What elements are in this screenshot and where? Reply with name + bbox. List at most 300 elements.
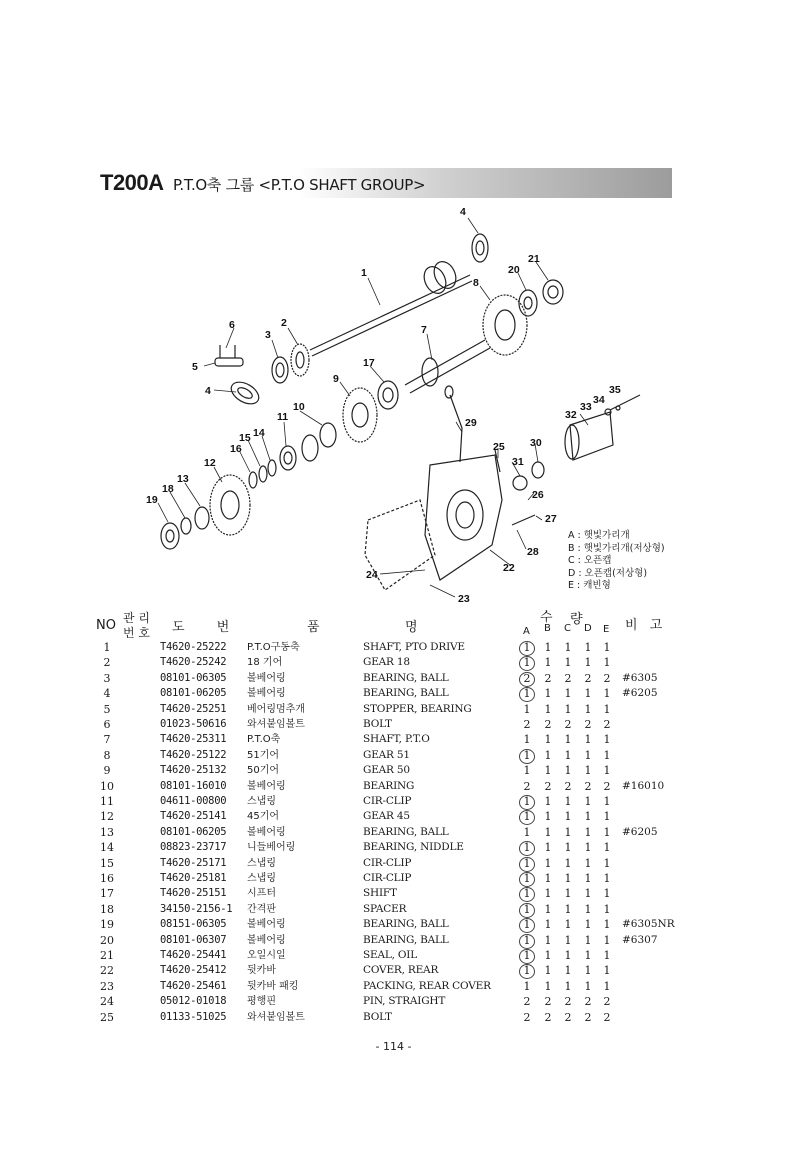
row-english-name: GEAR 18: [363, 656, 410, 669]
callout-4: 4: [460, 206, 466, 218]
row-qty-e: 1: [603, 795, 611, 808]
hand-circle-mark: [519, 964, 535, 979]
row-part-number: 08101-06305: [160, 671, 227, 684]
row-part-number: T4620-25132: [160, 764, 227, 777]
legend-item-e: E : 캐빈형: [568, 580, 611, 592]
table-row: [0, 917, 787, 933]
row-qty-a: 2: [523, 671, 531, 685]
row-qty-e: 1: [603, 656, 611, 670]
row-no: 16: [100, 872, 114, 885]
row-korean-name: 오일시일: [247, 950, 286, 961]
callout-12: 12: [204, 457, 216, 469]
callout-33: 33: [580, 401, 592, 413]
row-qty-d: 1: [584, 856, 592, 870]
table-row: [0, 994, 787, 1010]
table-row: [0, 825, 787, 841]
row-qty-c: 1: [564, 795, 572, 808]
row-no: 7: [103, 733, 111, 747]
row-english-name: BEARING, BALL: [363, 671, 449, 684]
header-name-b: 명: [405, 620, 418, 635]
row-no: 4: [103, 687, 111, 701]
hand-circle-mark: [519, 687, 535, 702]
row-qty-d: 1: [584, 825, 592, 839]
row-qty-c: 2: [564, 1010, 572, 1024]
row-qty-b: 2: [544, 671, 552, 685]
row-qty-c: 1: [564, 918, 572, 932]
row-qty-d: 1: [584, 979, 592, 993]
header-col-b: B: [544, 623, 551, 634]
callout-18: 18: [162, 483, 174, 495]
row-qty-b: 2: [544, 995, 552, 1009]
row-no: 21: [100, 949, 114, 962]
row-qty-d: 1: [584, 810, 592, 824]
callout-10: 10: [293, 401, 305, 413]
row-qty-b: 1: [544, 964, 552, 978]
row-qty-b: 1: [544, 810, 552, 824]
row-part-number: T4620-25141: [160, 810, 227, 823]
row-korean-name: 평행핀: [247, 996, 276, 1008]
row-no: 5: [103, 702, 111, 716]
hand-circle-mark: [519, 918, 535, 933]
callout-4b: 4: [205, 385, 211, 397]
legend-item-d: D : 오픈캡(저상형): [568, 567, 648, 579]
row-qty-b: 1: [544, 856, 552, 870]
row-part-number: 08151-06305: [160, 918, 227, 931]
table-row: [0, 1010, 787, 1026]
row-qty-c: 1: [564, 656, 572, 670]
header-col-c: C: [564, 623, 571, 634]
row-korean-name: 18 기어: [247, 657, 283, 669]
row-korean-name: 볼베어링: [247, 688, 286, 700]
header-qty-b: 량: [570, 612, 583, 627]
row-english-name: CIR-CLIP: [363, 795, 412, 807]
row-qty-e: 1: [603, 856, 611, 870]
callout-26: 26: [532, 489, 544, 501]
callout-29: 29: [465, 417, 477, 429]
row-qty-b: 1: [544, 702, 552, 716]
row-qty-b: 1: [544, 687, 552, 701]
callout-16: 16: [230, 443, 242, 455]
row-english-name: BOLT: [363, 718, 392, 730]
row-qty-a: 1: [523, 702, 531, 716]
row-qty-e: 2: [603, 995, 611, 1009]
callout-15: 15: [239, 432, 251, 444]
header-remarks: 비 고: [625, 618, 667, 633]
row-qty-a: 2: [523, 995, 531, 1009]
row-part-number: 01133-51025: [160, 1010, 227, 1023]
row-qty-c: 1: [564, 856, 572, 870]
row-korean-name: 볼베어링: [247, 826, 286, 838]
row-qty-e: 1: [603, 918, 611, 932]
table-row: [0, 963, 787, 979]
row-english-name: BOLT: [363, 1010, 392, 1023]
hand-circle-mark: [519, 903, 535, 918]
row-qty-b: 1: [544, 825, 552, 839]
row-part-number: T4620-25311: [160, 733, 227, 746]
callout-20: 20: [508, 264, 520, 276]
row-korean-name: 볼베어링: [247, 934, 286, 946]
row-qty-a: 2: [523, 1010, 531, 1024]
row-qty-b: 1: [544, 733, 552, 747]
table-row: [0, 671, 787, 687]
row-qty-c: 1: [564, 872, 572, 885]
row-qty-c: 1: [564, 748, 572, 762]
row-korean-name: 스냅링: [247, 796, 276, 807]
row-no: 3: [103, 671, 111, 685]
row-qty-e: 1: [603, 733, 611, 747]
hand-circle-mark: [519, 934, 535, 949]
row-korean-name: 45기어: [247, 811, 280, 823]
row-qty-b: 1: [544, 795, 552, 808]
row-part-number: 08823-23717: [160, 841, 227, 854]
row-remarks: #16010: [622, 779, 665, 792]
row-qty-e: 1: [603, 764, 611, 778]
row-qty-e: 1: [603, 964, 611, 978]
table-row: [0, 809, 787, 825]
row-korean-name: 시프터: [247, 888, 276, 900]
table-row: [0, 979, 787, 995]
row-qty-d: 2: [584, 718, 592, 731]
row-qty-e: 1: [603, 641, 611, 654]
row-part-number: T4620-25461: [160, 979, 227, 992]
row-qty-d: 1: [584, 641, 592, 654]
table-row: [0, 732, 787, 748]
row-no: 12: [100, 810, 114, 824]
row-qty-d: 1: [584, 795, 592, 808]
callout-6: 6: [229, 319, 235, 331]
row-qty-c: 1: [564, 887, 572, 901]
row-qty-a: 1: [523, 825, 531, 839]
row-remarks: #6307: [622, 933, 658, 946]
row-korean-name: 볼베어링: [247, 919, 286, 931]
callout-17: 17: [363, 357, 375, 369]
row-qty-c: 1: [564, 810, 572, 824]
row-part-number: 08101-06205: [160, 825, 227, 838]
table-row: [0, 763, 787, 779]
row-no: 14: [100, 841, 114, 855]
row-remarks: #6305: [622, 671, 658, 684]
row-qty-e: 1: [603, 841, 611, 855]
row-qty-a: 1: [523, 641, 531, 654]
row-qty-d: 1: [584, 841, 592, 855]
row-qty-d: 1: [584, 902, 592, 916]
table-row: [0, 794, 787, 810]
row-qty-c: 1: [564, 949, 572, 962]
row-qty-d: 2: [584, 1010, 592, 1024]
row-korean-name: P.T.O구동축: [247, 642, 300, 653]
row-qty-a: 1: [523, 687, 531, 701]
callout-27: 27: [545, 513, 557, 525]
callout-23: 23: [458, 593, 470, 605]
model-code: T200A: [100, 170, 164, 195]
row-qty-d: 2: [584, 779, 592, 793]
row-no: 17: [100, 887, 114, 901]
row-no: 6: [103, 718, 111, 731]
row-qty-b: 1: [544, 949, 552, 962]
row-qty-a: 1: [523, 841, 531, 855]
callout-34: 34: [593, 394, 605, 406]
row-part-number: T4620-25181: [160, 872, 227, 884]
row-remarks: #6205: [622, 825, 658, 838]
row-qty-b: 1: [544, 748, 552, 762]
row-qty-e: 1: [603, 687, 611, 701]
row-qty-b: 1: [544, 979, 552, 993]
row-no: 9: [103, 764, 111, 778]
row-no: 1: [103, 641, 111, 654]
callout-32: 32: [565, 409, 577, 421]
callout-28: 28: [527, 546, 539, 558]
row-part-number: T4620-25242: [160, 656, 227, 669]
row-qty-c: 1: [564, 933, 572, 947]
row-qty-b: 1: [544, 641, 552, 654]
row-qty-e: 2: [603, 779, 611, 793]
row-korean-name: 간격판: [247, 903, 276, 915]
row-english-name: BEARING, BALL: [363, 825, 449, 838]
row-part-number: T4620-25412: [160, 964, 227, 977]
hand-circle-mark: [519, 795, 535, 810]
row-qty-c: 1: [564, 964, 572, 978]
row-korean-name: P.T.O축: [247, 734, 281, 746]
row-qty-c: 1: [564, 687, 572, 701]
row-qty-d: 1: [584, 949, 592, 962]
row-qty-e: 1: [603, 702, 611, 716]
row-korean-name: 볼베어링: [247, 672, 286, 684]
header-name-a: 품: [307, 620, 320, 635]
callout-11: 11: [277, 411, 289, 423]
table-row: [0, 702, 787, 718]
row-qty-d: 1: [584, 872, 592, 885]
row-qty-b: 1: [544, 872, 552, 885]
row-qty-a: 1: [523, 933, 531, 947]
row-qty-c: 2: [564, 779, 572, 793]
row-no: 13: [100, 825, 114, 839]
row-qty-b: 2: [544, 779, 552, 793]
callout-22: 22: [503, 562, 515, 574]
row-english-name: BEARING, BALL: [363, 687, 449, 700]
row-qty-c: 1: [564, 702, 572, 716]
row-part-number: 04611-00800: [160, 795, 227, 807]
row-english-name: SEAL, OIL: [363, 949, 418, 961]
row-part-number: 05012-01018: [160, 995, 227, 1008]
row-qty-b: 1: [544, 764, 552, 778]
row-no: 20: [100, 933, 114, 947]
row-qty-c: 2: [564, 995, 572, 1009]
legend-item-a: A : 햇빛가리개: [568, 530, 630, 541]
row-english-name: BEARING, BALL: [363, 918, 449, 931]
header-no: NO: [96, 618, 116, 633]
page-number: - 114 -: [375, 1040, 412, 1053]
row-qty-d: 1: [584, 687, 592, 701]
row-qty-e: 1: [603, 872, 611, 885]
row-no: 18: [100, 902, 114, 916]
row-qty-a: 1: [523, 979, 531, 993]
row-english-name: BEARING, NIDDLE: [363, 841, 464, 854]
row-korean-name: 50기어: [247, 765, 280, 777]
table-row: [0, 948, 787, 964]
callout-7: 7: [421, 324, 427, 336]
row-english-name: PACKING, REAR COVER: [363, 979, 491, 992]
callout-31: 31: [512, 456, 524, 468]
row-qty-b: 1: [544, 887, 552, 901]
row-no: 23: [100, 979, 114, 993]
row-qty-a: 2: [523, 718, 531, 731]
table-row: [0, 856, 787, 872]
hand-circle-mark: [519, 857, 535, 872]
row-qty-b: 1: [544, 902, 552, 916]
row-qty-d: 1: [584, 656, 592, 670]
row-qty-a: 1: [523, 902, 531, 916]
header-mgmt-bottom: 번 호: [123, 626, 150, 640]
legend-item-c: C : 오픈캡: [568, 555, 612, 567]
row-qty-e: 1: [603, 887, 611, 901]
callout-14: 14: [253, 427, 265, 439]
row-part-number: 34150-2156-1: [160, 902, 233, 915]
table-row: [0, 933, 787, 949]
hand-circle-mark: [519, 656, 535, 671]
header-qty-a: 수: [540, 610, 553, 625]
row-qty-d: 1: [584, 887, 592, 901]
variant-legend: [568, 530, 665, 593]
row-qty-b: 1: [544, 656, 552, 670]
callout-3: 3: [265, 329, 271, 341]
row-english-name: SHIFT: [363, 887, 397, 900]
row-english-name: CIR-CLIP: [363, 872, 412, 884]
hand-circle-mark: [519, 672, 535, 687]
row-part-number: T4620-25251: [160, 702, 227, 715]
table-row: [0, 640, 787, 656]
row-english-name: SHAFT, PTO DRIVE: [363, 641, 465, 653]
row-english-name: CIR-CLIP: [363, 856, 412, 869]
row-remarks: #6305NR: [622, 918, 675, 931]
row-remarks: #6205: [622, 687, 658, 700]
row-qty-d: 1: [584, 748, 592, 762]
row-korean-name: 스냅링: [247, 873, 276, 884]
row-qty-a: 1: [523, 872, 531, 885]
row-english-name: GEAR 50: [363, 764, 410, 777]
row-no: 19: [100, 918, 114, 932]
row-qty-a: 1: [523, 748, 531, 762]
row-qty-a: 1: [523, 856, 531, 870]
row-korean-name: 볼베어링: [247, 780, 286, 792]
row-qty-a: 1: [523, 810, 531, 824]
table-row: [0, 871, 787, 887]
row-english-name: SHAFT, P.T.O: [363, 733, 430, 746]
hand-circle-mark: [519, 810, 535, 825]
row-korean-name: 스냅링: [247, 857, 276, 869]
row-part-number: T4620-25151: [160, 887, 227, 900]
row-english-name: PIN, STRAIGHT: [363, 995, 446, 1008]
row-no: 25: [100, 1010, 114, 1024]
row-qty-e: 1: [603, 979, 611, 993]
row-qty-b: 1: [544, 841, 552, 855]
callout-24: 24: [366, 569, 378, 581]
row-qty-c: 1: [564, 733, 572, 747]
callout-30: 30: [530, 437, 542, 449]
row-qty-a: 1: [523, 733, 531, 747]
row-english-name: SPACER: [363, 902, 407, 915]
row-part-number: T4620-25122: [160, 748, 227, 761]
callout-9: 9: [333, 373, 339, 385]
row-english-name: BEARING, BALL: [363, 933, 449, 946]
row-qty-a: 1: [523, 795, 531, 808]
header-col-e: E: [603, 624, 610, 635]
row-qty-e: 2: [603, 1010, 611, 1024]
table-row: [0, 886, 787, 902]
row-no: 11: [100, 795, 114, 808]
callout-21: 21: [528, 253, 540, 265]
row-korean-name: 51기어: [247, 749, 280, 761]
row-korean-name: 와셔붙임볼트: [247, 719, 305, 730]
row-part-number: 08101-06205: [160, 687, 227, 700]
header-mgmt-top: 관 리: [123, 611, 150, 625]
table-row: [0, 655, 787, 671]
row-qty-e: 1: [603, 902, 611, 916]
row-qty-d: 2: [584, 995, 592, 1009]
group-title: P.T.O축 그룹 <P.T.O SHAFT GROUP>: [173, 176, 426, 194]
row-korean-name: 뒷카바 패킹: [247, 980, 299, 992]
table-row: [0, 717, 787, 733]
table-row: [0, 686, 787, 702]
row-qty-a: 1: [523, 887, 531, 901]
row-no: 10: [100, 779, 114, 793]
row-qty-d: 1: [584, 964, 592, 978]
row-qty-b: 2: [544, 718, 552, 731]
row-korean-name: 니들베어링: [247, 842, 296, 854]
row-english-name: COVER, REAR: [363, 964, 439, 977]
row-qty-a: 1: [523, 656, 531, 670]
row-qty-a: 1: [523, 964, 531, 978]
row-korean-name: 와셔붙임볼트: [247, 1011, 305, 1023]
row-no: 2: [103, 656, 111, 670]
callout-2: 2: [281, 317, 287, 329]
row-qty-c: 1: [564, 841, 572, 855]
row-part-number: 08101-06307: [160, 933, 227, 946]
table-row: [0, 779, 787, 795]
row-qty-d: 1: [584, 733, 592, 747]
row-qty-e: 2: [603, 718, 611, 731]
table-row: [0, 748, 787, 764]
hand-circle-mark: [519, 872, 535, 887]
row-english-name: BEARING: [363, 779, 415, 792]
callout-1: 1: [361, 267, 367, 279]
row-qty-a: 1: [523, 949, 531, 962]
row-qty-e: 1: [603, 825, 611, 839]
row-part-number: T4620-25171: [160, 856, 227, 869]
row-qty-d: 2: [584, 671, 592, 685]
callout-5: 5: [192, 361, 198, 373]
row-qty-c: 1: [564, 764, 572, 778]
row-qty-c: 1: [564, 641, 572, 654]
row-qty-c: 1: [564, 902, 572, 916]
callout-19: 19: [146, 494, 158, 506]
header-col-a: A: [523, 626, 530, 637]
row-qty-e: 2: [603, 671, 611, 685]
row-part-number: 01023-50616: [160, 718, 227, 730]
row-qty-b: 2: [544, 1010, 552, 1024]
row-qty-a: 2: [523, 779, 531, 793]
hand-circle-mark: [519, 887, 535, 902]
row-no: 22: [100, 964, 114, 978]
row-english-name: STOPPER, BEARING: [363, 702, 472, 715]
hand-circle-mark: [519, 949, 535, 964]
row-qty-e: 1: [603, 748, 611, 762]
row-qty-d: 1: [584, 764, 592, 778]
table-row: [0, 840, 787, 856]
row-qty-b: 1: [544, 918, 552, 932]
hand-circle-mark: [519, 641, 535, 656]
row-qty-e: 1: [603, 933, 611, 947]
legend-item-b: B : 햇빛가리개(저상형): [568, 542, 665, 554]
